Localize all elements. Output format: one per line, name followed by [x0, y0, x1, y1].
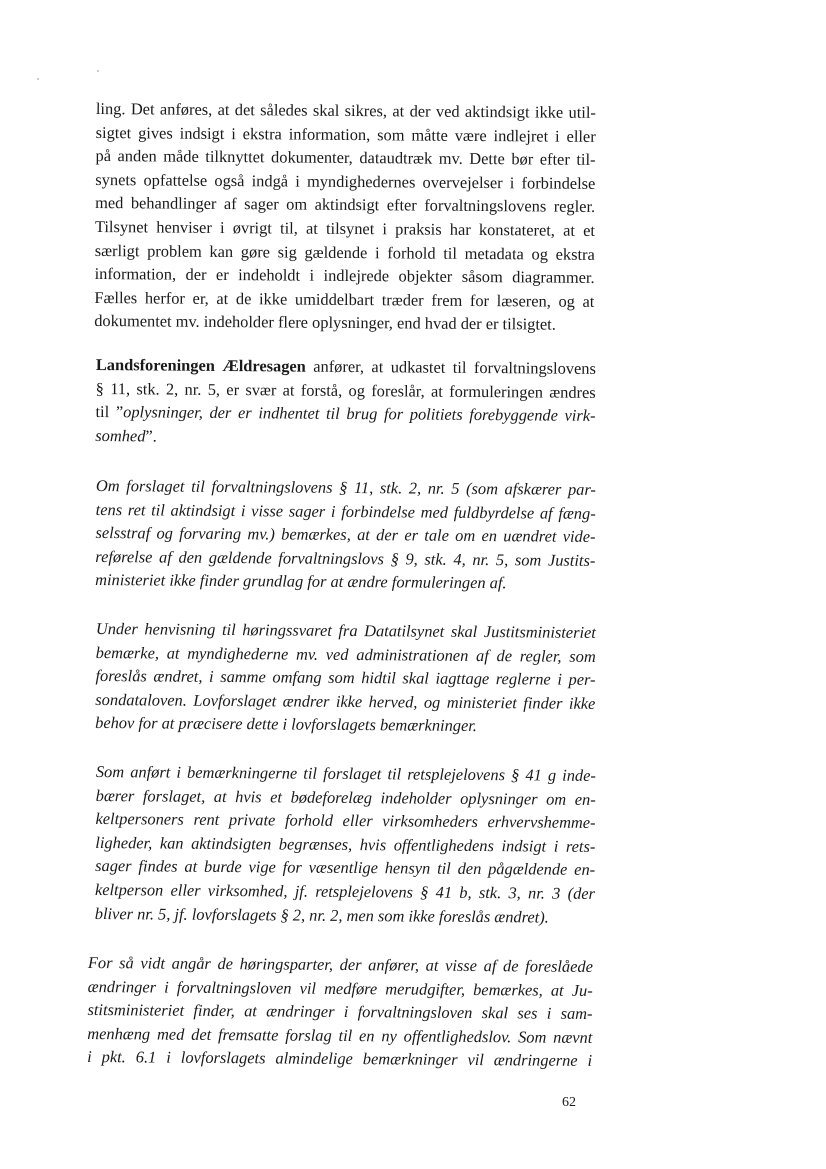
paragraph-response-4 [87, 951, 593, 1073]
text-line [95, 400, 595, 428]
text-line: foreslås ændret, i samme omfang som hidtil skal iagttage reglerne i per- [95, 666, 596, 690]
text-line: bemærke, at myndighederne mv. ved administrationen af de regler, som [95, 642, 596, 666]
text-run: ”. [145, 426, 157, 446]
text-line: sager findes at burde vige for væsentlige hensyn til den pågældende en- [95, 856, 596, 880]
text-line: ministeriet ikke finder grundlag for at ændre formuleringen af. [95, 570, 507, 593]
text-line: selsstraf og forvaring mv.) bemærkes, at der er tale om en uændret vide- [95, 523, 596, 547]
text-run: til ” [95, 402, 124, 422]
text-line: i pkt. 6.1 i lovforslagets almindelige bemærkninger vil ændringerne i [87, 1047, 593, 1071]
text-line: keltpersoners rent private forhold eller virksomheders erhvervshemme- [95, 809, 596, 833]
text-line: tens ret til aktindsigt i visse sager i forbindelse med fuldbyrdelse af fæng- [95, 499, 596, 523]
text-line: ling. Det anføres, at det således skal sikres, at der ved aktindsigt ikke util- [95, 98, 596, 122]
text-line [95, 424, 595, 452]
quoted-text: oplysninger, der er indhentet til brug for politiets forebyggende virk- [123, 402, 596, 426]
text-line: stitsministeriet finder, at ændringer i forvaltningsloven skal ses i sam- [87, 1000, 593, 1024]
text-line: ligheder, kan aktindsigten begrænses, hvis offentlighedens indsigt i rets- [95, 832, 596, 856]
text-line: reførelse af den gældende forvaltningslovs § 9, stk. 4, nr. 5, som Justits- [95, 546, 596, 570]
text-line: keltperson eller virksomhed, jf. retsplejelovens § 41 b, stk. 3, nr. 3 (der [94, 879, 596, 903]
text-line: information, der er indeholdt i indlejrede objekter såsom diagrammer. [94, 264, 595, 288]
quoted-text: somhed [95, 425, 146, 446]
text-line: på anden måde tilknyttet dokumenter, dataudtræk mv. Dette bør efter til- [95, 146, 596, 170]
page-number: 62 [562, 1095, 576, 1110]
text-line: med behandlinger af sager om aktindsigt efter forvaltningslovens regler. [95, 193, 596, 217]
text-run: anfører, at udkastet til forvaltningslovens [305, 356, 596, 378]
scan-speck [97, 70, 99, 72]
text-line: særligt problem kan gøre sig gældende i forhold til metadata og ekstra [94, 240, 595, 264]
text-line: Fælles herfor er, at de ikke umiddelbart træder frem for læseren, og at [94, 287, 595, 311]
text-line: Under henvisning til høringssvaret fra Datatilsynet skal Justitsministeriet [95, 618, 596, 642]
text-line: menhæng med det fremsatte forslag til en ny offentlighedslov. Som nævnt [87, 1023, 593, 1047]
paragraph-response-1 [95, 474, 596, 596]
text-line: ændringer i forvaltningsloven vil medføre merudgifter, bemærkes, at Ju- [87, 976, 593, 1000]
text-line: sigtet gives indsigt i ekstra information, som måtte være indlejret i eller [95, 122, 596, 146]
text-line: Som anført i bemærkningerne til forslaget til retsplejelovens § 41 g inde- [95, 761, 596, 785]
text-line: behov for at præcisere dette i lovforslagets bemærkninger. [95, 713, 478, 736]
text-line: bliver nr. 5, jf. lovforslagets § 2, nr. 2, men som ikke foreslås ændret). [94, 903, 549, 927]
text-line [96, 353, 596, 381]
organization-name: Landsforeningen Ældresagen [95, 354, 306, 376]
text-line: For så vidt angår de høringsparter, der anfører, at visse af de foreslåede [87, 952, 593, 976]
text-line: § 11, stk. 2, nr. 5, er svær at forstå, og foreslår, at formuleringen ændres [95, 378, 596, 402]
text-line: bærer forslaget, at hvis et bødeforelæg indeholder oplysninger om en- [95, 785, 596, 809]
text-line: dokumentet mv. indeholder flere oplysninger, end hvad der er tilsigtet. [94, 311, 556, 334]
text-line: sondataloven. Lovforslaget ændrer ikke herved, og ministeriet finder ikke [95, 689, 596, 713]
text-line: synets opfattelse også indgå i myndighedernes overvejelser i forbindelse [95, 169, 596, 193]
text-line: Om forslaget til forvaltningslovens § 11, stk. 2, nr. 5 (som afskærer par- [95, 475, 596, 499]
paragraph-datatilsynet-cont [94, 97, 596, 337]
scan-speck [37, 78, 39, 80]
text-line: Tilsynet henviser i øvrigt til, at tilsynet i praksis har konstateret, at et [94, 216, 596, 240]
paragraph-aeldresagen [95, 353, 596, 451]
paragraph-response-2 [95, 617, 596, 739]
paragraph-response-3 [95, 760, 596, 929]
